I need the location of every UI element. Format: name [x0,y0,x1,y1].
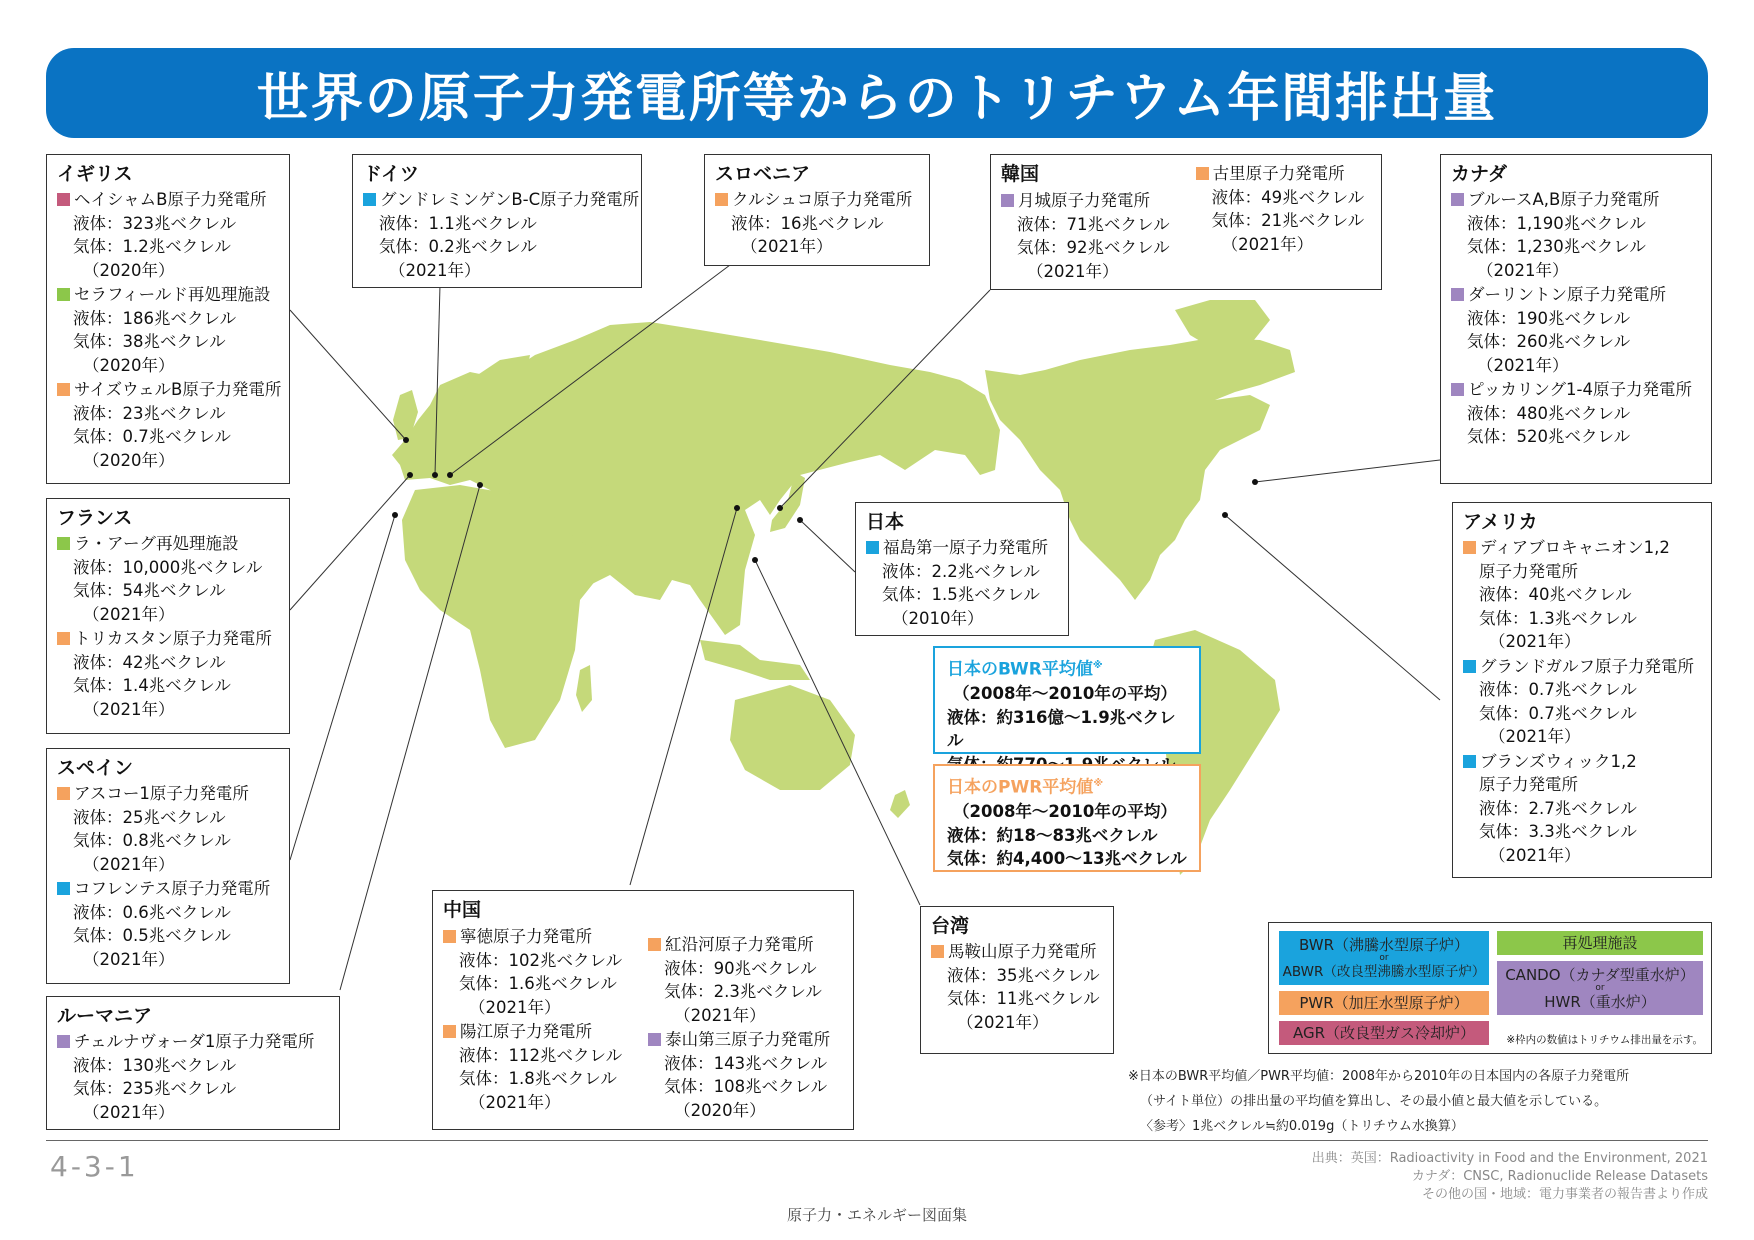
gas-value: 気体：11兆ベクレル [947,989,1100,1008]
report-year: （2020年） [674,1100,766,1120]
legend [1268,922,1712,1054]
country-box-korea [990,154,1382,290]
landmass-madagascar [576,665,592,712]
liquid-value: 液体：25兆ベクレル [73,807,226,827]
report-year: （2021年） [1221,234,1314,254]
gas-value: 気体：3.3兆ベクレル [1479,822,1637,841]
legend-agr: AGR（改良型ガス冷却炉） [1279,1021,1489,1045]
gas-value: 気体：108兆ベクレル [664,1077,828,1096]
report-year: （2021年） [83,699,175,719]
facility-name: 月城原子力発電所 [1018,191,1150,210]
average-period: （2008年～2010年の平均） [953,684,1177,704]
report-year: （2021年） [741,237,833,256]
bwr-type-square [1463,660,1476,673]
pwr-average-title: 日本のPWR平均値※ [947,777,1104,798]
liquid-value: 液体：130兆ベクレル [73,1055,237,1075]
country-name: 韓国 [1001,163,1040,185]
report-year: （2020年） [83,450,175,470]
country-name: 日本 [866,511,905,533]
legend-pwr: PWR（加圧水型原子炉） [1279,991,1489,1015]
facility-name: ブルースA,B原子力発電所 [1468,190,1660,209]
facility-entry [57,283,279,377]
bwr-type-square [57,882,70,895]
cando-hwr-type-square [1451,383,1464,396]
pwr-type-square [931,945,944,958]
landmass-indonesia [700,640,810,680]
country-box-taiwan [920,906,1114,1054]
liquid-value: 液体：186兆ベクレル [73,308,237,328]
leader-spain [290,515,395,860]
legend-bwr: BWR（沸騰水型原子炉） or ABWR（改良型沸騰水型原子炉） [1279,931,1489,985]
liquid-value: 液体：42兆ベクレル [73,652,226,672]
report-year: （2021年） [1477,260,1569,280]
gas-value: 気体：1.5兆ベクレル [882,585,1040,604]
liquid-value: 液体：2.2兆ベクレル [882,561,1040,581]
site-marker-korea [777,505,783,511]
gas-value: 気体：235兆ベクレル [73,1079,237,1098]
site-marker-romania [477,482,483,488]
facility-name: アスコー1原子力発電所 [74,784,249,803]
facility-name: 陽江原子力発電所 [460,1022,592,1041]
gas-value: 気体：0.7兆ベクレル [1479,703,1637,723]
facility-entry [931,940,1103,1034]
facility-name: 古里原子力発電所 [1212,164,1345,183]
gas-value: 気体：2.3兆ベクレル [664,982,822,1001]
pwr-type-square [57,787,70,800]
facility-entry [1451,188,1701,282]
country-name: アメリカ [1463,511,1538,533]
liquid-value: 液体：約316億～1.9兆ベクレル [947,707,1176,751]
liquid-value: 液体：40兆ベクレル [1479,585,1632,604]
site-marker-uk [403,437,409,443]
facility-entry [1463,655,1701,749]
reprocessing-type-square [57,288,70,301]
facility-name: グンドレミンゲンB-C原子力発電所 [380,190,640,209]
report-year: （2021年） [389,260,481,280]
agr-type-square [57,193,70,206]
cando-hwr-type-square [1001,194,1014,207]
report-year: （2021年） [469,1092,561,1112]
pwr-type-square [443,930,456,943]
page-title: 世界の原子力発電所等からのトリチウム年間排出量 [256,68,1498,129]
leader-canada [1255,460,1440,482]
gas-value: 気体：1,230兆ベクレル [1467,237,1646,256]
gas-value: 気体：1.4兆ベクレル [73,676,231,695]
country-name: 台湾 [931,915,970,937]
facility-entry [57,627,279,721]
gas-value: 気体：0.5兆ベクレル [73,926,231,945]
facility-name: ダーリントン原子力発電所 [1468,285,1666,304]
facility-entry [1451,378,1701,449]
japan-pwr-average-box [933,764,1201,872]
bwr-type-square [1463,755,1476,768]
report-year: （2021年） [83,854,175,874]
facility-entry [57,378,282,472]
landmass-australia [730,685,855,790]
site-marker-usa [1222,512,1228,518]
site-marker-france [407,472,413,478]
liquid-value: 液体：0.7兆ベクレル [1479,680,1637,699]
liquid-value: 液体：71兆ベクレル [1017,214,1170,234]
report-year: （2010年） [892,608,984,628]
report-year: （2021年） [1477,355,1569,375]
gas-value: 気体：1.2兆ベクレル [73,237,231,256]
average-period: （2008年～2010年の平均） [953,802,1177,822]
facility-entry [1196,162,1365,283]
source-citation: 出典：英国：Radioactivity in Food and the Environment, 2021 カナダ：CNSC, Radionuclide Release Datasets その他の国・地域：電力事業者の報告書より作成 [1311,1151,1708,1202]
facility-entry [1001,189,1170,283]
gas-value: 気体：約4,400～13兆ベクレル [947,849,1187,869]
cando-hwr-type-square [1451,288,1464,301]
facility-entry [57,782,279,876]
site-marker-canada [1252,479,1258,485]
landmass-newzealand [890,790,910,818]
facility-entry [363,188,640,282]
facility-entry [57,1030,329,1124]
facility-entry [715,188,919,259]
site-marker-japan [797,517,803,523]
gas-value: 気体：38兆ベクレル [73,332,226,351]
liquid-value: 液体：49兆ベクレル [1211,187,1365,207]
report-year: （2021年） [83,1102,175,1122]
pwr-type-square [443,1025,456,1038]
pwr-type-square [57,383,70,396]
liquid-value: 液体：約18～83兆ベクレル [947,825,1158,845]
gas-value: 気体：1.8兆ベクレル [459,1069,617,1088]
liquid-value: 液体：16兆ベクレル [731,213,884,233]
pwr-type-square [648,938,661,951]
country-name: ドイツ [363,163,420,185]
site-marker-china [734,505,740,511]
gas-value: 気体：520兆ベクレル [1467,427,1631,446]
cando-hwr-type-square [648,1033,661,1046]
liquid-value: 液体：10,000兆ベクレル [73,557,263,577]
japan-bwr-average-box [933,646,1201,754]
facility-entry [1463,750,1701,868]
legend-reprocessing: 再処理施設 [1497,931,1703,955]
facility-entry [57,532,279,626]
country-box-france [46,498,290,734]
liquid-value: 液体：1.1兆ベクレル [379,213,537,233]
gas-value: 気体：260兆ベクレル [1467,332,1631,351]
country-box-slovenia [704,154,930,266]
liquid-value: 液体：190兆ベクレル [1467,308,1631,328]
facility-name: トリカスタン原子力発電所 [74,629,272,648]
bwr-type-square [363,193,376,206]
country-box-germany [352,154,642,288]
liquid-value: 液体：323兆ベクレル [73,213,237,233]
gas-value: 気体：0.2兆ベクレル [379,237,537,256]
facility-entry [866,536,1058,630]
pwr-type-square [715,193,728,206]
facility-name: ディアブロキャニオン1,2 [1480,538,1670,557]
report-year: （2021年） [1027,261,1119,281]
report-year: （2021年） [1489,632,1581,651]
leader-japan [800,520,855,572]
facility-name-cont: 原子力発電所 [1479,561,1578,581]
country-box-china [432,890,854,1130]
facility-entry [1451,283,1701,377]
facility-name: ヘイシャムB原子力発電所 [74,190,267,209]
gas-value: 気体：92兆ベクレル [1017,238,1170,257]
leader-france [290,475,410,610]
facility-entry [1463,536,1701,654]
liquid-value: 液体：143兆ベクレル [664,1053,828,1073]
country-name: スロベニア [715,163,811,185]
facility-name: グランドガルフ原子力発電所 [1480,656,1695,676]
legend-cando-hwr: CANDO（カナダ型重水炉） or HWR（重水炉） [1497,961,1703,1015]
liquid-value: 液体：2.7兆ベクレル [1479,798,1637,818]
reprocessing-type-square [57,537,70,550]
country-name: 中国 [443,899,482,921]
country-box-usa [1452,502,1712,878]
country-box-romania [46,996,340,1130]
report-year: （2021年） [957,1012,1049,1032]
facility-name: クルシュコ原子力発電所 [732,190,913,209]
report-year: （2021年） [83,604,175,624]
country-box-japan [855,502,1069,636]
pwr-type-square [1463,541,1476,554]
facility-name: 福島第一原子力発電所 [883,538,1048,557]
facility-name: 紅沿河原子力発電所 [665,935,814,954]
gas-value: 気体：1.6兆ベクレル [459,974,617,993]
report-year: （2020年） [83,260,175,280]
liquid-value: 液体：1,190兆ベクレル [1467,213,1646,233]
bottom-rule [46,1140,1708,1141]
facility-name: ピッカリング1-4原子力発電所 [1468,380,1692,399]
page-number: 4-3-1 [50,1150,139,1183]
facility-name: セラフィールド再処理施設 [74,285,271,304]
liquid-value: 液体：35兆ベクレル [947,965,1100,985]
liquid-value: 液体：480兆ベクレル [1467,403,1631,423]
bwr-type-square [866,541,879,554]
title-banner [46,48,1708,138]
country-name: フランス [57,507,133,529]
facility-name: コフレンテス原子力発電所 [74,879,271,898]
report-year: （2020年） [83,355,175,375]
liquid-value: 液体：90兆ベクレル [664,958,817,978]
cando-hwr-type-square [57,1035,70,1048]
site-marker-slovenia [447,472,453,478]
country-name: イギリス [57,163,133,185]
footer-title: 原子力・エネルギー図面集 [786,1206,967,1224]
country-name: カナダ [1451,163,1508,185]
report-year: （2021年） [1489,727,1581,746]
facility-name: 泰山第三原子力発電所 [665,1030,831,1049]
report-year: （2021年） [674,1005,766,1025]
facility-name: ブランズウィック1,2 [1480,751,1637,771]
facility-name: 寧徳原子力発電所 [460,927,592,946]
liquid-value: 液体：112兆ベクレル [459,1045,623,1065]
gas-value: 気体：1.3兆ベクレル [1479,608,1637,628]
site-marker-spain [392,512,398,518]
legend-note: ※枠内の数値はトリチウム排出量を示す。 [1506,1034,1703,1046]
gas-value: 気体：54兆ベクレル [73,581,226,600]
pwr-type-square [57,632,70,645]
site-marker-taiwan [752,557,758,563]
country-box-uk [46,154,290,484]
leader-uk [290,310,406,440]
liquid-value: 液体：102兆ベクレル [459,950,623,970]
facility-entry [443,925,622,1019]
facility-entry [648,933,830,1027]
cando-hwr-type-square [1451,193,1464,206]
facility-name: 馬鞍山原子力発電所 [948,942,1097,961]
pwr-type-square [1196,167,1209,180]
facility-entry [443,1020,622,1114]
facility-entry [648,1028,830,1122]
country-name: ルーマニア [57,1005,153,1027]
site-marker-germany [432,472,438,478]
facility-name: チェルナヴォーダ1原子力発電所 [74,1032,315,1051]
gas-value: 気体：0.8兆ベクレル [73,831,231,850]
footnote: ※日本のBWR平均値／PWR平均値：2008年から2010年の日本国内の各原子力発電所 （サイト単位）の排出量の平均値を算出し、その最小値と最大値を示している。 〈参考〉1兆ベクレル≒約0.019g（トリチウム水換算） [1128,1069,1630,1134]
facility-name: ラ・アーグ再処理施設 [74,534,239,553]
report-year: （2021年） [469,997,561,1017]
liquid-value: 液体：23兆ベクレル [73,403,226,423]
country-box-spain [46,748,290,984]
gas-value: 気体：21兆ベクレル [1211,211,1365,230]
liquid-value: 液体：0.6兆ベクレル [73,902,231,922]
report-year: （2021年） [83,949,175,969]
facility-name: サイズウェルB原子力発電所 [74,380,282,399]
bwr-average-title: 日本のBWR平均値※ [947,659,1103,680]
report-year: （2021年） [1489,845,1581,865]
country-box-canada [1440,154,1712,484]
facility-entry [57,877,279,971]
gas-value: 気体：0.7兆ベクレル [73,427,231,446]
country-name: スペイン [57,757,134,779]
facility-entry [57,188,279,282]
facility-name-cont: 原子力発電所 [1479,775,1578,794]
